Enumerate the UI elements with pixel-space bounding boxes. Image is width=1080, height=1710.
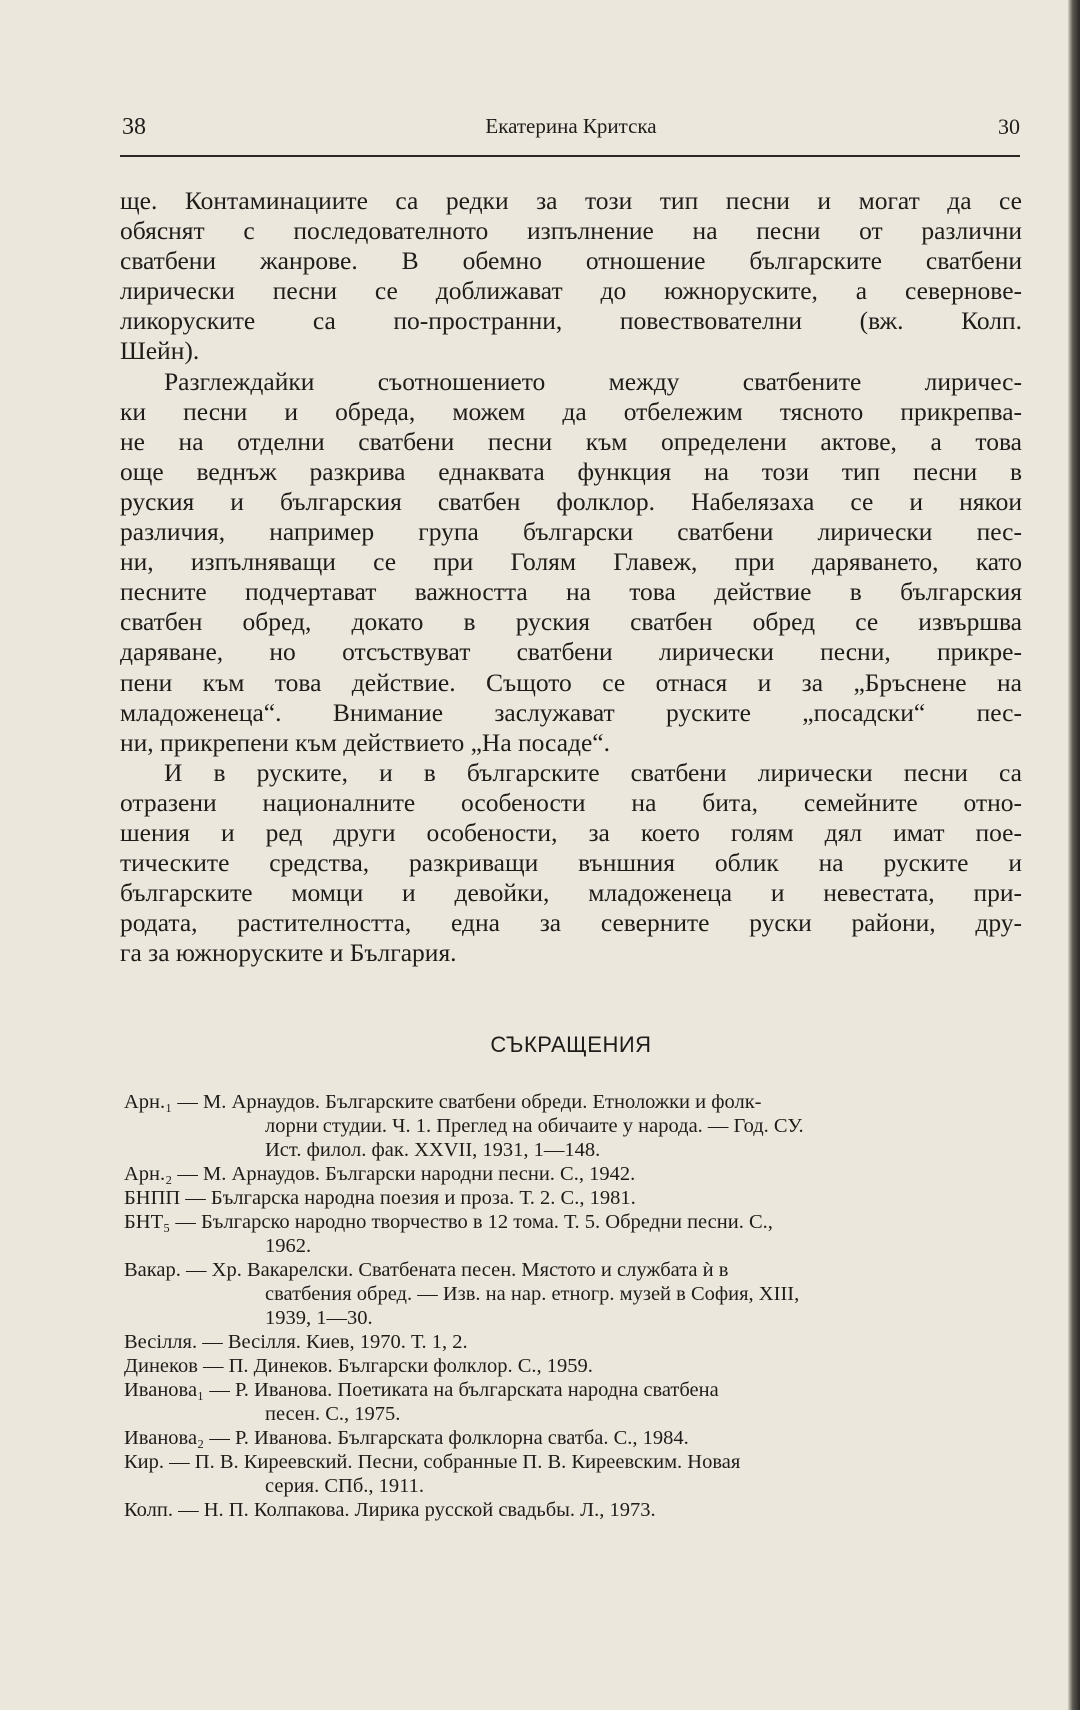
text-line: Разглеждайки съотношението между сватбените лиричес- bbox=[164, 366, 1022, 396]
reference-entry bbox=[124, 1210, 1020, 1258]
text-line: даряване, но отсъствуват сватбени лирически песни, прикре- bbox=[120, 637, 1022, 667]
page-number: 38 bbox=[122, 114, 146, 140]
reference-line: БНТ₅ — Българско народно творчество в 12 тома. Т. 5. Обредни песни. С., bbox=[124, 1211, 773, 1233]
text-line: руския и българския сватбен фолклор. Набелязаха се и някои bbox=[120, 486, 1022, 516]
reference-line: Кир. — П. В. Киреевский. Песни, собранные П. В. Киреевским. Новая bbox=[124, 1451, 741, 1473]
reference-line: Весiлля. — Весiлля. Киев, 1970. Т. 1, 2. bbox=[124, 1331, 468, 1353]
reference-line: Иванова₂ — Р. Иванова. Българската фолклорна сватба. С., 1984. bbox=[124, 1427, 689, 1449]
text-line: тическите средства, разкриващи външния облик на руските и bbox=[120, 848, 1022, 878]
text-line: лирически песни се доближават до южноруските, а севернове- bbox=[120, 276, 1022, 306]
text-line: сватбен обред, докато в руския сватбен обред се извършва bbox=[120, 607, 1022, 637]
reference-line: лорни студии. Ч. 1. Преглед на обичаите у народа. — Год. СУ. bbox=[265, 1115, 804, 1137]
text-line: ще. Контаминациите са редки за този тип песни и могат да се bbox=[120, 186, 1022, 215]
running-header bbox=[122, 108, 1020, 148]
reference-line: Арн.₁ — М. Арнаудов. Българските сватбени обреди. Етноложки и фолк- bbox=[124, 1091, 762, 1113]
text-line: отразени националните особености на бита, семейните отно- bbox=[120, 787, 1022, 817]
section-number: 30 bbox=[998, 114, 1020, 139]
text-line: младоженеца“. Внимание заслужават руските „посадски“ пес- bbox=[120, 697, 1022, 727]
body-text bbox=[120, 186, 1022, 968]
reference-line: 1962. bbox=[265, 1235, 312, 1257]
text-line: ни, прикрепени към действието „На посаде“. bbox=[120, 727, 610, 757]
reference-line: Иванова₁ — Р. Иванова. Поетиката на българската народна сватбена bbox=[124, 1379, 719, 1401]
reference-line: 1939, 1—30. bbox=[265, 1307, 373, 1329]
text-line: Шейн). bbox=[120, 336, 200, 366]
text-line: шения и ред други особености, за което голям дял имат пое- bbox=[120, 817, 1022, 847]
reference-entry bbox=[124, 1330, 1020, 1354]
text-line: га за южноруските и България. bbox=[120, 938, 457, 968]
reference-line: Вакар. — Хр. Вакарелски. Сватбената песен. Мястото и службата ѝ в bbox=[124, 1259, 729, 1281]
reference-line: сватбения обред. — Изв. на нар. етногр. музей в София, XIII, bbox=[265, 1283, 800, 1305]
text-line: сватбени жанрове. В обемно отношение българските сватбени bbox=[120, 246, 1022, 276]
text-line: песните подчертават важността на това действие в българския bbox=[120, 577, 1022, 607]
abbreviations-heading: СЪКРАЩЕНИЯ bbox=[490, 1032, 652, 1057]
reference-entry bbox=[124, 1090, 1020, 1162]
reference-entry bbox=[124, 1378, 1020, 1426]
header-rule bbox=[120, 155, 1020, 157]
text-line: ликоруските са по-пространни, повествователни (вж. Колп. bbox=[120, 306, 1022, 336]
reference-line: Ист. филол. фак. XXVII, 1931, 1—148. bbox=[265, 1139, 601, 1161]
abbreviations-list bbox=[124, 1090, 1020, 1522]
text-line: още веднъж разкрива еднаквата функция на този тип песни в bbox=[120, 456, 1022, 486]
text-line: пени към това действие. Същото се отнася и за „Бръснене на bbox=[120, 667, 1022, 697]
reference-entry bbox=[124, 1450, 1020, 1498]
text-line: И в руските, и в българските сватбени лирически песни са bbox=[164, 757, 1022, 787]
text-line: ни, изпълняващи се при Голям Главеж, при даряването, като bbox=[120, 547, 1022, 577]
reference-entry bbox=[124, 1186, 1020, 1210]
reference-line: Колп. — Н. П. Колпакова. Лирика русской свадьбы. Л., 1973. bbox=[124, 1499, 656, 1521]
reference-entry bbox=[124, 1426, 1020, 1450]
text-line: обяснят с последователното изпълнение на песни от различни bbox=[120, 216, 1022, 246]
reference-entry bbox=[124, 1258, 1020, 1330]
text-line: българските момци и девойки, младоженеца и невестата, при- bbox=[120, 878, 1022, 908]
page-edge-shadow bbox=[1068, 0, 1080, 1710]
running-title-author: Екатерина Критска bbox=[485, 114, 657, 138]
reference-line: серия. СПб., 1911. bbox=[265, 1475, 424, 1497]
text-line: не на отделни сватбени песни към определени актове, а това bbox=[120, 426, 1022, 456]
reference-entry bbox=[124, 1354, 1020, 1378]
reference-entry bbox=[124, 1162, 1020, 1186]
reference-entry bbox=[124, 1498, 1020, 1522]
text-line: родата, растителността, една за северните руски райони, дру- bbox=[120, 908, 1022, 938]
reference-line: Динеков — П. Динеков. Български фолклор. С., 1959. bbox=[124, 1355, 593, 1377]
reference-line: БНПП — Българска народна поезия и проза. Т. 2. С., 1981. bbox=[124, 1187, 636, 1209]
reference-line: песен. С., 1975. bbox=[265, 1403, 401, 1425]
reference-line: Арн.₂ — М. Арнаудов. Български народни песни. С., 1942. bbox=[124, 1163, 636, 1185]
text-line: ки песни и обреда, можем да отбележим тясното прикрепва- bbox=[120, 396, 1022, 426]
text-line: различия, например група български сватбени лирически пес- bbox=[120, 517, 1022, 547]
